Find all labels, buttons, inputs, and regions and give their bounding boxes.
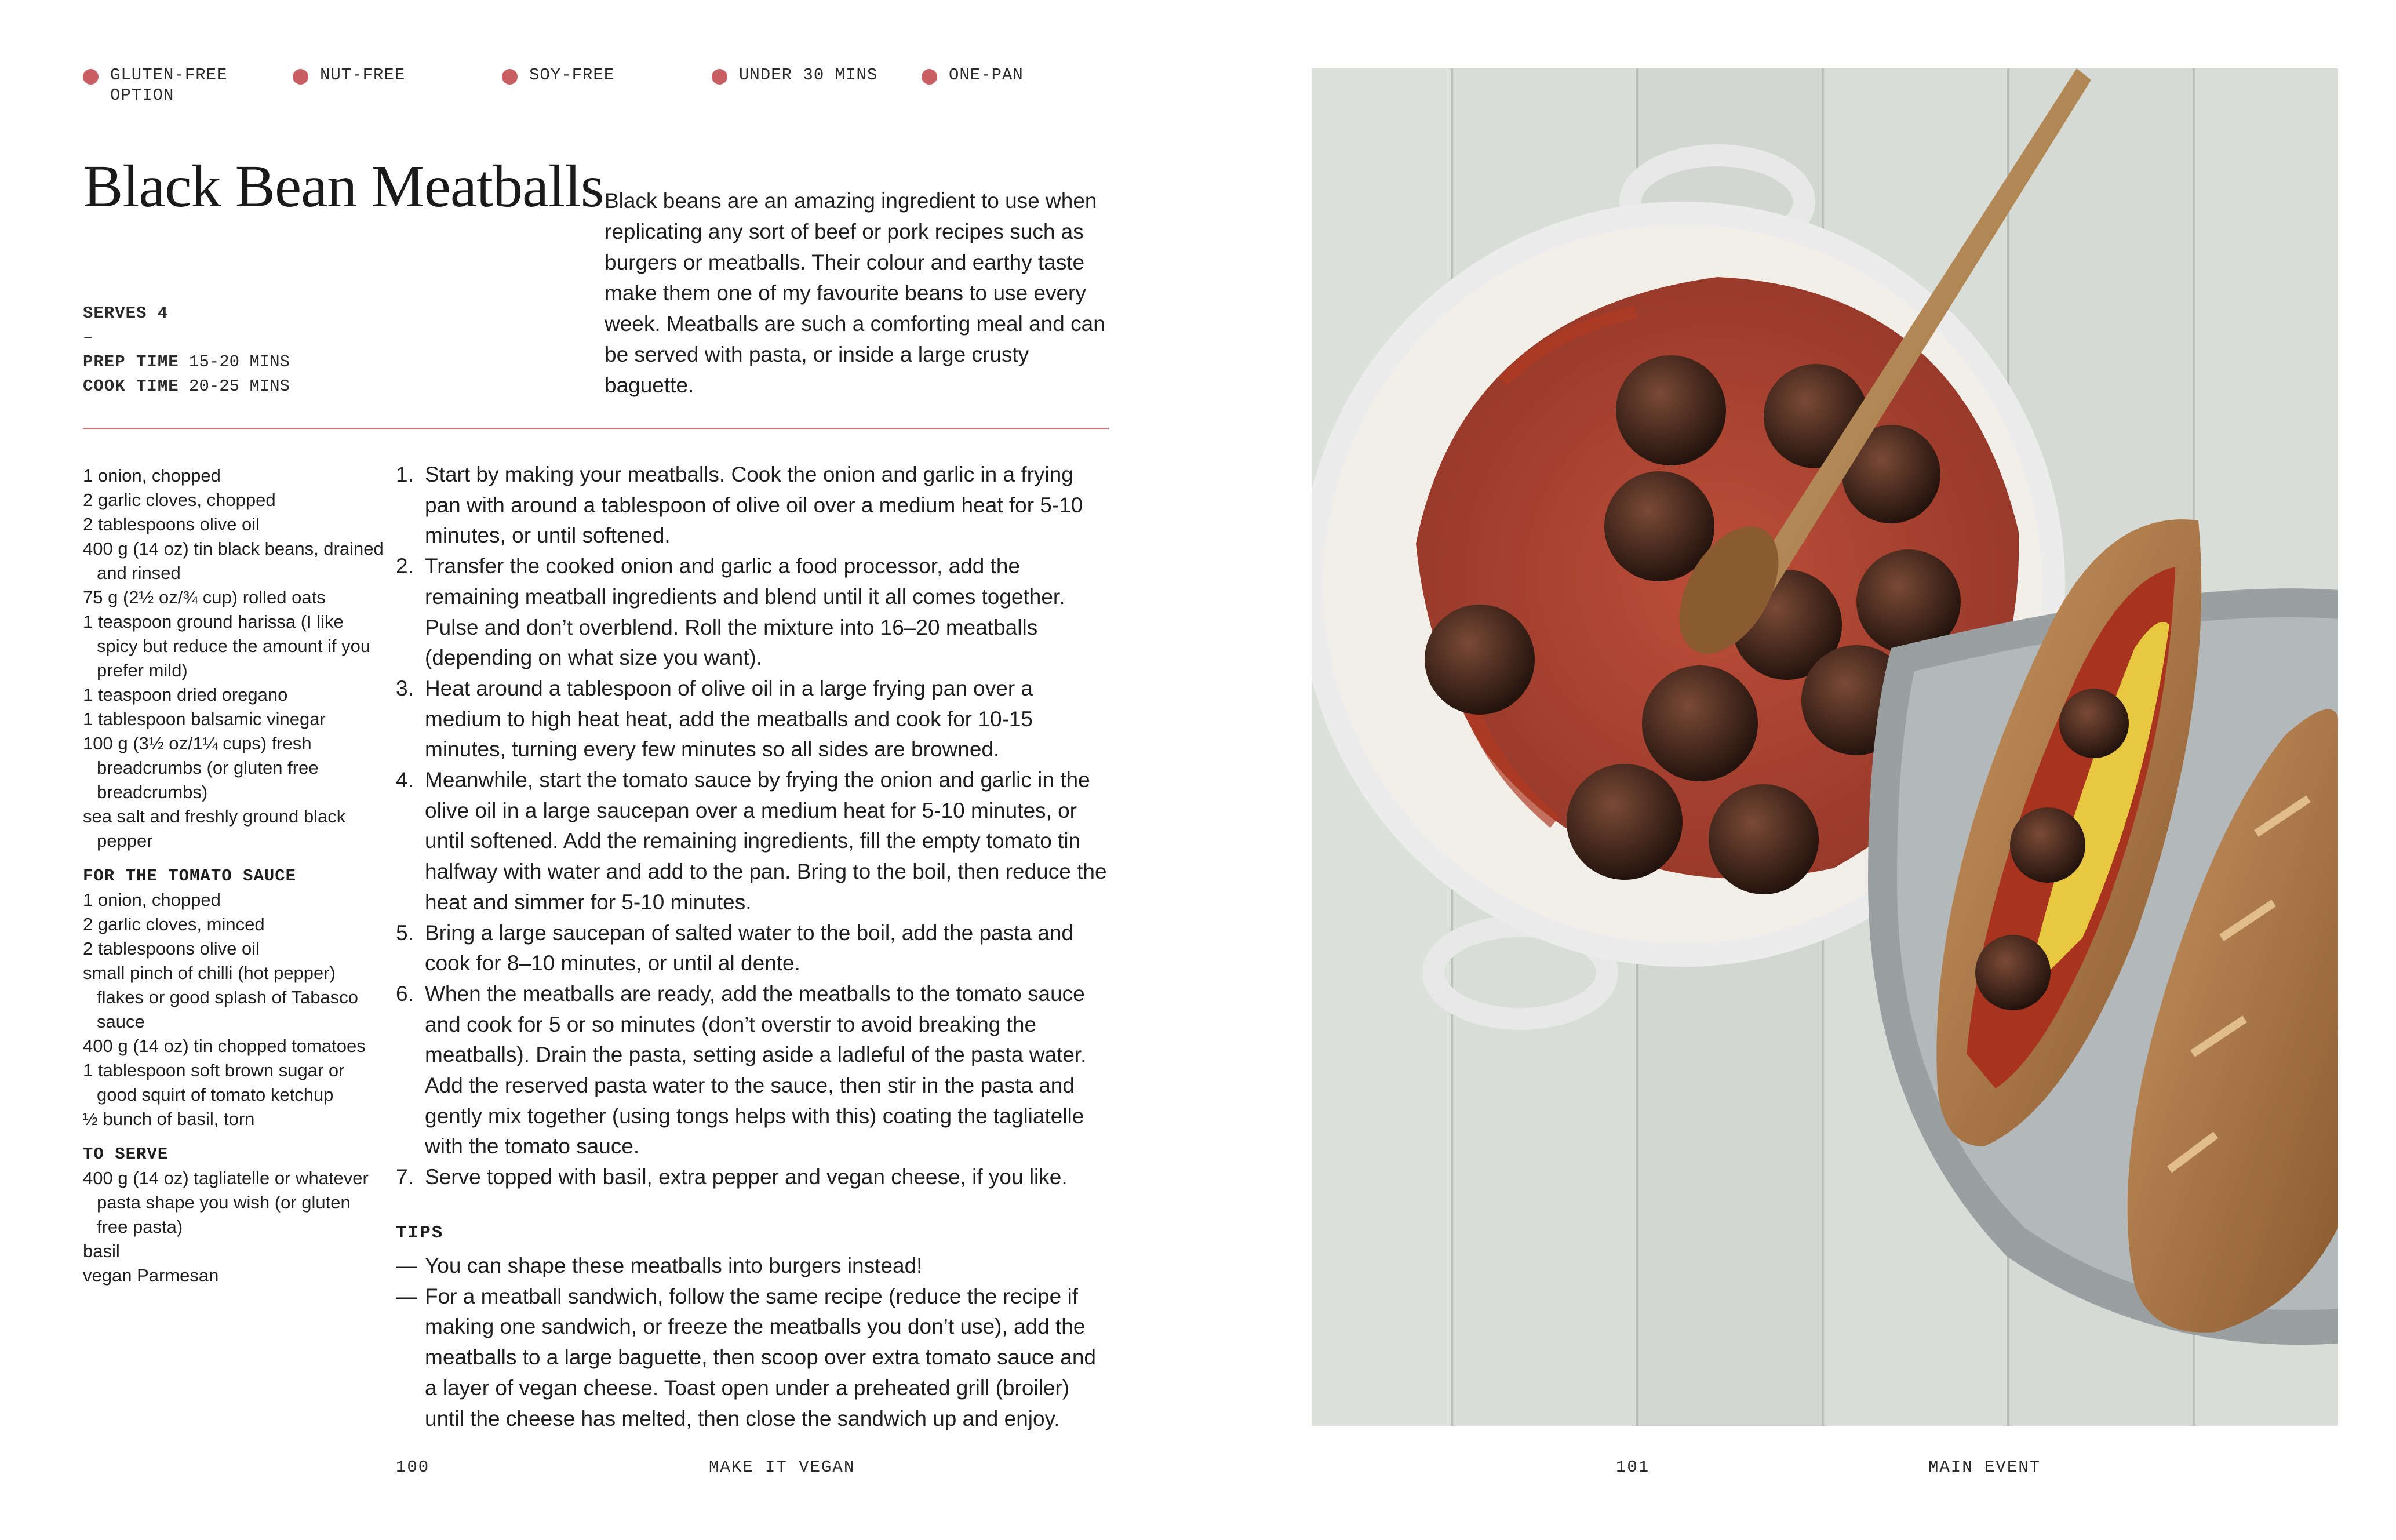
tag-under-30-mins	[712, 65, 930, 85]
recipe-photo	[1312, 68, 2338, 1426]
tag-nut-free	[293, 65, 511, 85]
step-number: 2.	[396, 554, 414, 578]
tips-list	[396, 1251, 1112, 1434]
step-text: When the meatballs are ready, add the meatballs to the tomato sauce and cook for 5 or so minutes (don’t overstir to avoid breaking the meatballs). Drain the pasta, setting aside a ladleful of the pasta water. Add the reserved pasta water to the sauce, then stir in the pasta and gently mix together (using tongs helps with this) coating the tagliatelle with the tomato sauce.	[425, 981, 1087, 1159]
tag-dot-icon	[712, 69, 727, 85]
tag-dot-icon	[293, 69, 308, 85]
tag-label: SOY-FREE	[529, 65, 615, 85]
ingredient-item: 2 garlic cloves, minced	[83, 914, 265, 934]
right-page-number: 101	[1616, 1458, 1650, 1477]
tag-label: UNDER 30 MINS	[739, 65, 878, 85]
left-page-number: 100	[396, 1458, 430, 1477]
prep-time-value: 15-20 MINS	[189, 352, 290, 372]
tag-gluten-free	[83, 65, 301, 105]
sauce-heading: FOR THE TOMATO SAUCE	[83, 867, 297, 886]
ingredient-item: small pinch of chilli (hot pepper) flakes or good splash of Tabasco sauce	[83, 963, 358, 1032]
step-number: 3.	[396, 676, 414, 700]
step-text: Serve topped with basil, extra pepper and vegan cheese, if you like.	[425, 1165, 1068, 1189]
step-number: 1.	[396, 463, 414, 486]
step-text: Start by making your meatballs. Cook the onion and garlic in a frying pan with around a tablespoon of olive oil over a medium heat for 5-10 minutes, or until softened.	[425, 463, 1083, 548]
book-title-footer: MAKE IT VEGAN	[709, 1458, 855, 1477]
tag-label: NUT-FREE	[320, 65, 406, 85]
ingredient-item: 400 g (14 oz) tagliatelle or whatever pasta shape you wish (or gluten free pasta)	[83, 1168, 369, 1237]
recipe-intro: Black beans are an amazing ingredient to use when replicating any sort of beef or pork recipes such as burgers or meatballs. Their colour and earthy taste make them one of my favourite beans to use every week. Meatballs are such a comforting meal and can be served with pasta, or inside a large crusty baguette.	[605, 189, 1105, 397]
serves: SERVES 4	[83, 304, 169, 323]
dietary-tags	[83, 65, 1126, 111]
ingredient-item: 1 teaspoon dried oregano	[83, 685, 288, 705]
tip-text: For a meatball sandwich, follow the same recipe (reduce the recipe if making one sandwich, or freeze the meatballs you don’t use), add the meatballs to a large baguette, then scoop over extra tomato sauce and a layer of vegan cheese. Toast open under a preheated grill (broiler) until the cheese has melted, then close the sandwich up and enjoy.	[425, 1284, 1097, 1430]
step-text: Meanwhile, start the tomato sauce by frying the onion and garlic in the olive oil in a large saucepan over a medium heat for 5-10 minutes, or until softened. Add the remaining ingredients, fill the empty tomato tin halfway with water and add to the pan. Bring to the boil, then reduce the heat and simmer for 5-10 minutes.	[425, 768, 1107, 914]
tip-item	[396, 1251, 1112, 1281]
ingredient-item: 1 tablespoon soft brown sugar or good squirt of tomato ketchup	[83, 1060, 345, 1105]
tip-item	[396, 1281, 1112, 1435]
ingredient-item: vegan Parmesan	[83, 1265, 219, 1286]
step-number: 4.	[396, 768, 414, 792]
method-step	[396, 979, 1112, 1162]
ingredient-item: 1 tablespoon balsamic vinegar	[83, 709, 326, 729]
step-text: Bring a large saucepan of salted water to the boil, add the pasta and cook for 8–10 minutes, or until al dente.	[425, 920, 1073, 975]
prep-time-label: PREP TIME	[83, 352, 179, 372]
recipe-title: Black Bean Meatballs	[83, 153, 604, 220]
ingredient-item: 1 onion, chopped	[83, 890, 221, 910]
ingredient-item: basil	[83, 1241, 120, 1261]
tag-dot-icon	[922, 69, 937, 85]
method-step	[396, 1162, 1112, 1193]
step-text: Heat around a tablespoon of olive oil in a large frying pan over a medium to high heat heat, add the meatballs and cook for 10-15 minutes, turning every few minutes so all sides are browned.	[425, 676, 1033, 762]
cook-time-value: 20-25 MINS	[189, 377, 290, 396]
tag-label-line1: GLUTEN-FREE	[110, 65, 228, 85]
ingredient-item: 2 tablespoons olive oil	[83, 938, 260, 959]
tag-label: ONE-PAN	[949, 65, 1024, 85]
tag-label-line2: OPTION	[110, 86, 174, 105]
step-number: 7.	[396, 1165, 414, 1189]
meatballs-photo-illustration	[1312, 68, 2338, 1426]
method-step	[396, 918, 1112, 979]
step-text: Transfer the cooked onion and garlic a food processor, add the remaining meatball ingredients and blend until it all comes together. Pulse and don’t overblend. Roll the mixture into 16–20 meatballs (depending on what size you want).	[425, 554, 1065, 670]
ingredient-item: sea salt and freshly ground black pepper	[83, 806, 346, 851]
tag-soy-free	[502, 65, 720, 85]
serve-heading: TO SERVE	[83, 1145, 169, 1164]
meta-dash: –	[83, 328, 93, 347]
method-steps	[396, 460, 1112, 1193]
ingredients-list	[83, 464, 384, 1288]
ingredient-item: 1 teaspoon ground harissa (I like spicy but reduce the amount if you prefer mild)	[83, 611, 371, 680]
cook-time-label: COOK TIME	[83, 377, 179, 396]
recipe-meta	[83, 301, 489, 399]
section-title-footer: MAIN EVENT	[1928, 1458, 2041, 1477]
step-number: 5.	[396, 920, 414, 945]
tip-dash: —	[396, 1254, 417, 1277]
ingredient-item: 75 g (2½ oz/¾ cup) rolled oats	[83, 587, 326, 607]
method-step	[396, 673, 1112, 765]
tag-one-pan	[922, 65, 1140, 85]
step-number: 6.	[396, 981, 414, 1006]
method-step	[396, 460, 1112, 551]
ingredient-item: 400 g (14 oz) tin chopped tomatoes	[83, 1036, 366, 1056]
tip-dash: —	[396, 1284, 417, 1308]
tag-dot-icon	[83, 69, 99, 85]
ingredient-item: 400 g (14 oz) tin black beans, drained and rinsed	[83, 538, 384, 583]
ingredient-item: ½ bunch of basil, torn	[83, 1109, 255, 1129]
ingredient-item: 2 tablespoons olive oil	[83, 514, 260, 534]
method-step	[396, 765, 1112, 918]
tag-dot-icon	[502, 69, 518, 85]
tip-text: You can shape these meatballs into burgers instead!	[425, 1254, 923, 1277]
section-divider	[83, 428, 1109, 429]
method-step	[396, 551, 1112, 673]
ingredient-item: 1 onion, chopped	[83, 465, 221, 486]
ingredient-item: 100 g (3½ oz/1¼ cups) fresh breadcrumbs (or gluten free breadcrumbs)	[83, 733, 319, 802]
ingredient-item: 2 garlic cloves, chopped	[83, 490, 276, 510]
tips-heading: TIPS	[396, 1223, 444, 1243]
